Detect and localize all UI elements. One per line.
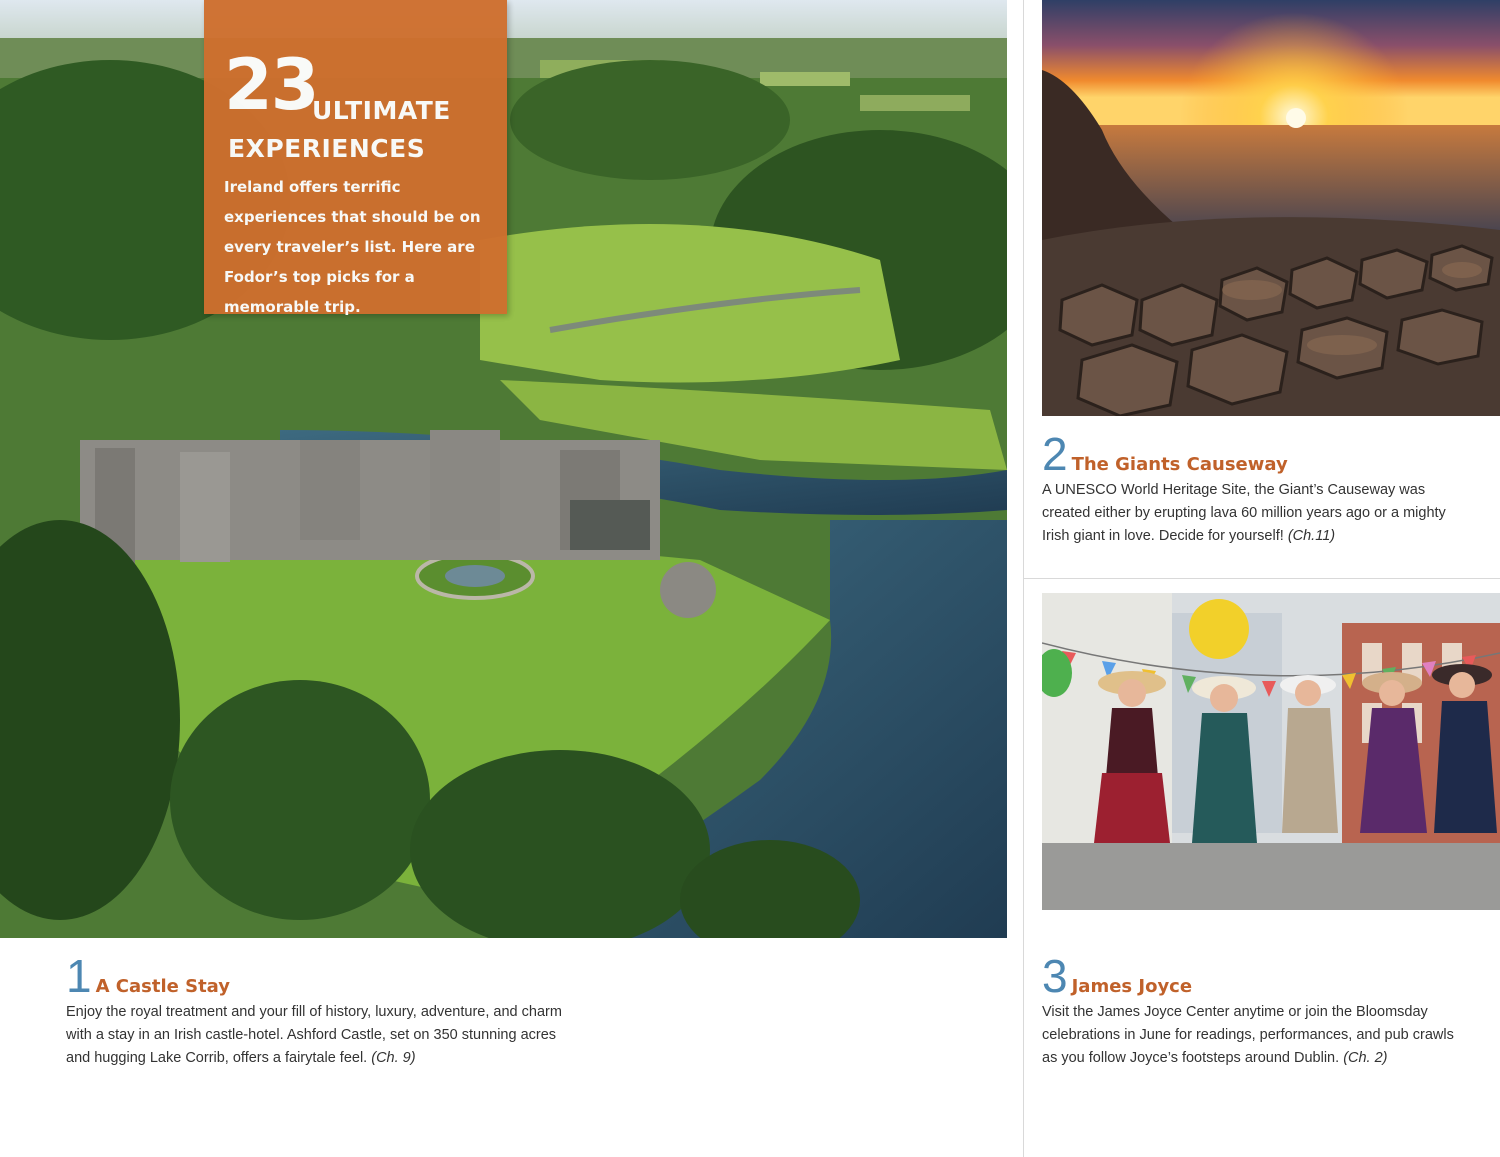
entry-description: Visit the James Joyce Center anytime or join the Bloomsday celebrations in June for readings, performances, and pub crawls as you follow Joyce’s footsteps around Dublin. (Ch. 2) [1042,1004,1454,1066]
chapter-ref: (Ch. 9) [371,1050,416,1066]
entry-description: A UNESCO World Heritage Site, the Giant’s Causeway was created either by erupting lava 60 million years ago or a mighty Irish giant in love. Decide for yourself! (Ch.11) [1042,482,1446,544]
row-divider [1023,578,1500,579]
intro-heading-line1: ULTIMATE [312,96,451,125]
intro-heading-line2: EXPERIENCES [228,134,426,163]
entry-number: 1 [66,950,92,1002]
entry-title: The Giants Causeway [1071,454,1288,475]
causeway-sunset-photo [1042,0,1500,416]
entry-number: 3 [1042,950,1068,1002]
bloomsday-photo [1042,593,1500,910]
entry-description: Enjoy the royal treatment and your fill of history, luxury, adventure, and charm with a stay in an Irish castle-hotel. Ashford Castle, set on 350 stunning acres and hugging Lake Corrib, offers a fairytale feel. (Ch. 9) [66,1004,562,1066]
experience-entry-1 [66,950,566,1070]
experience-entry-2 [1042,428,1462,548]
intro-text: Ireland offers terrific experiences that should be on every traveler’s list. Here are Fodor’s top picks for a memorable trip. [224,178,481,316]
entry-title: James Joyce [1071,976,1193,997]
entry-title: A Castle Stay [95,976,231,997]
intro-number: 23 [224,44,318,126]
intro-panel [204,0,507,314]
experience-entry-3 [1042,950,1462,1070]
chapter-ref: (Ch.11) [1287,528,1336,544]
chapter-ref: (Ch. 2) [1343,1050,1388,1066]
entry-number: 2 [1042,428,1068,480]
